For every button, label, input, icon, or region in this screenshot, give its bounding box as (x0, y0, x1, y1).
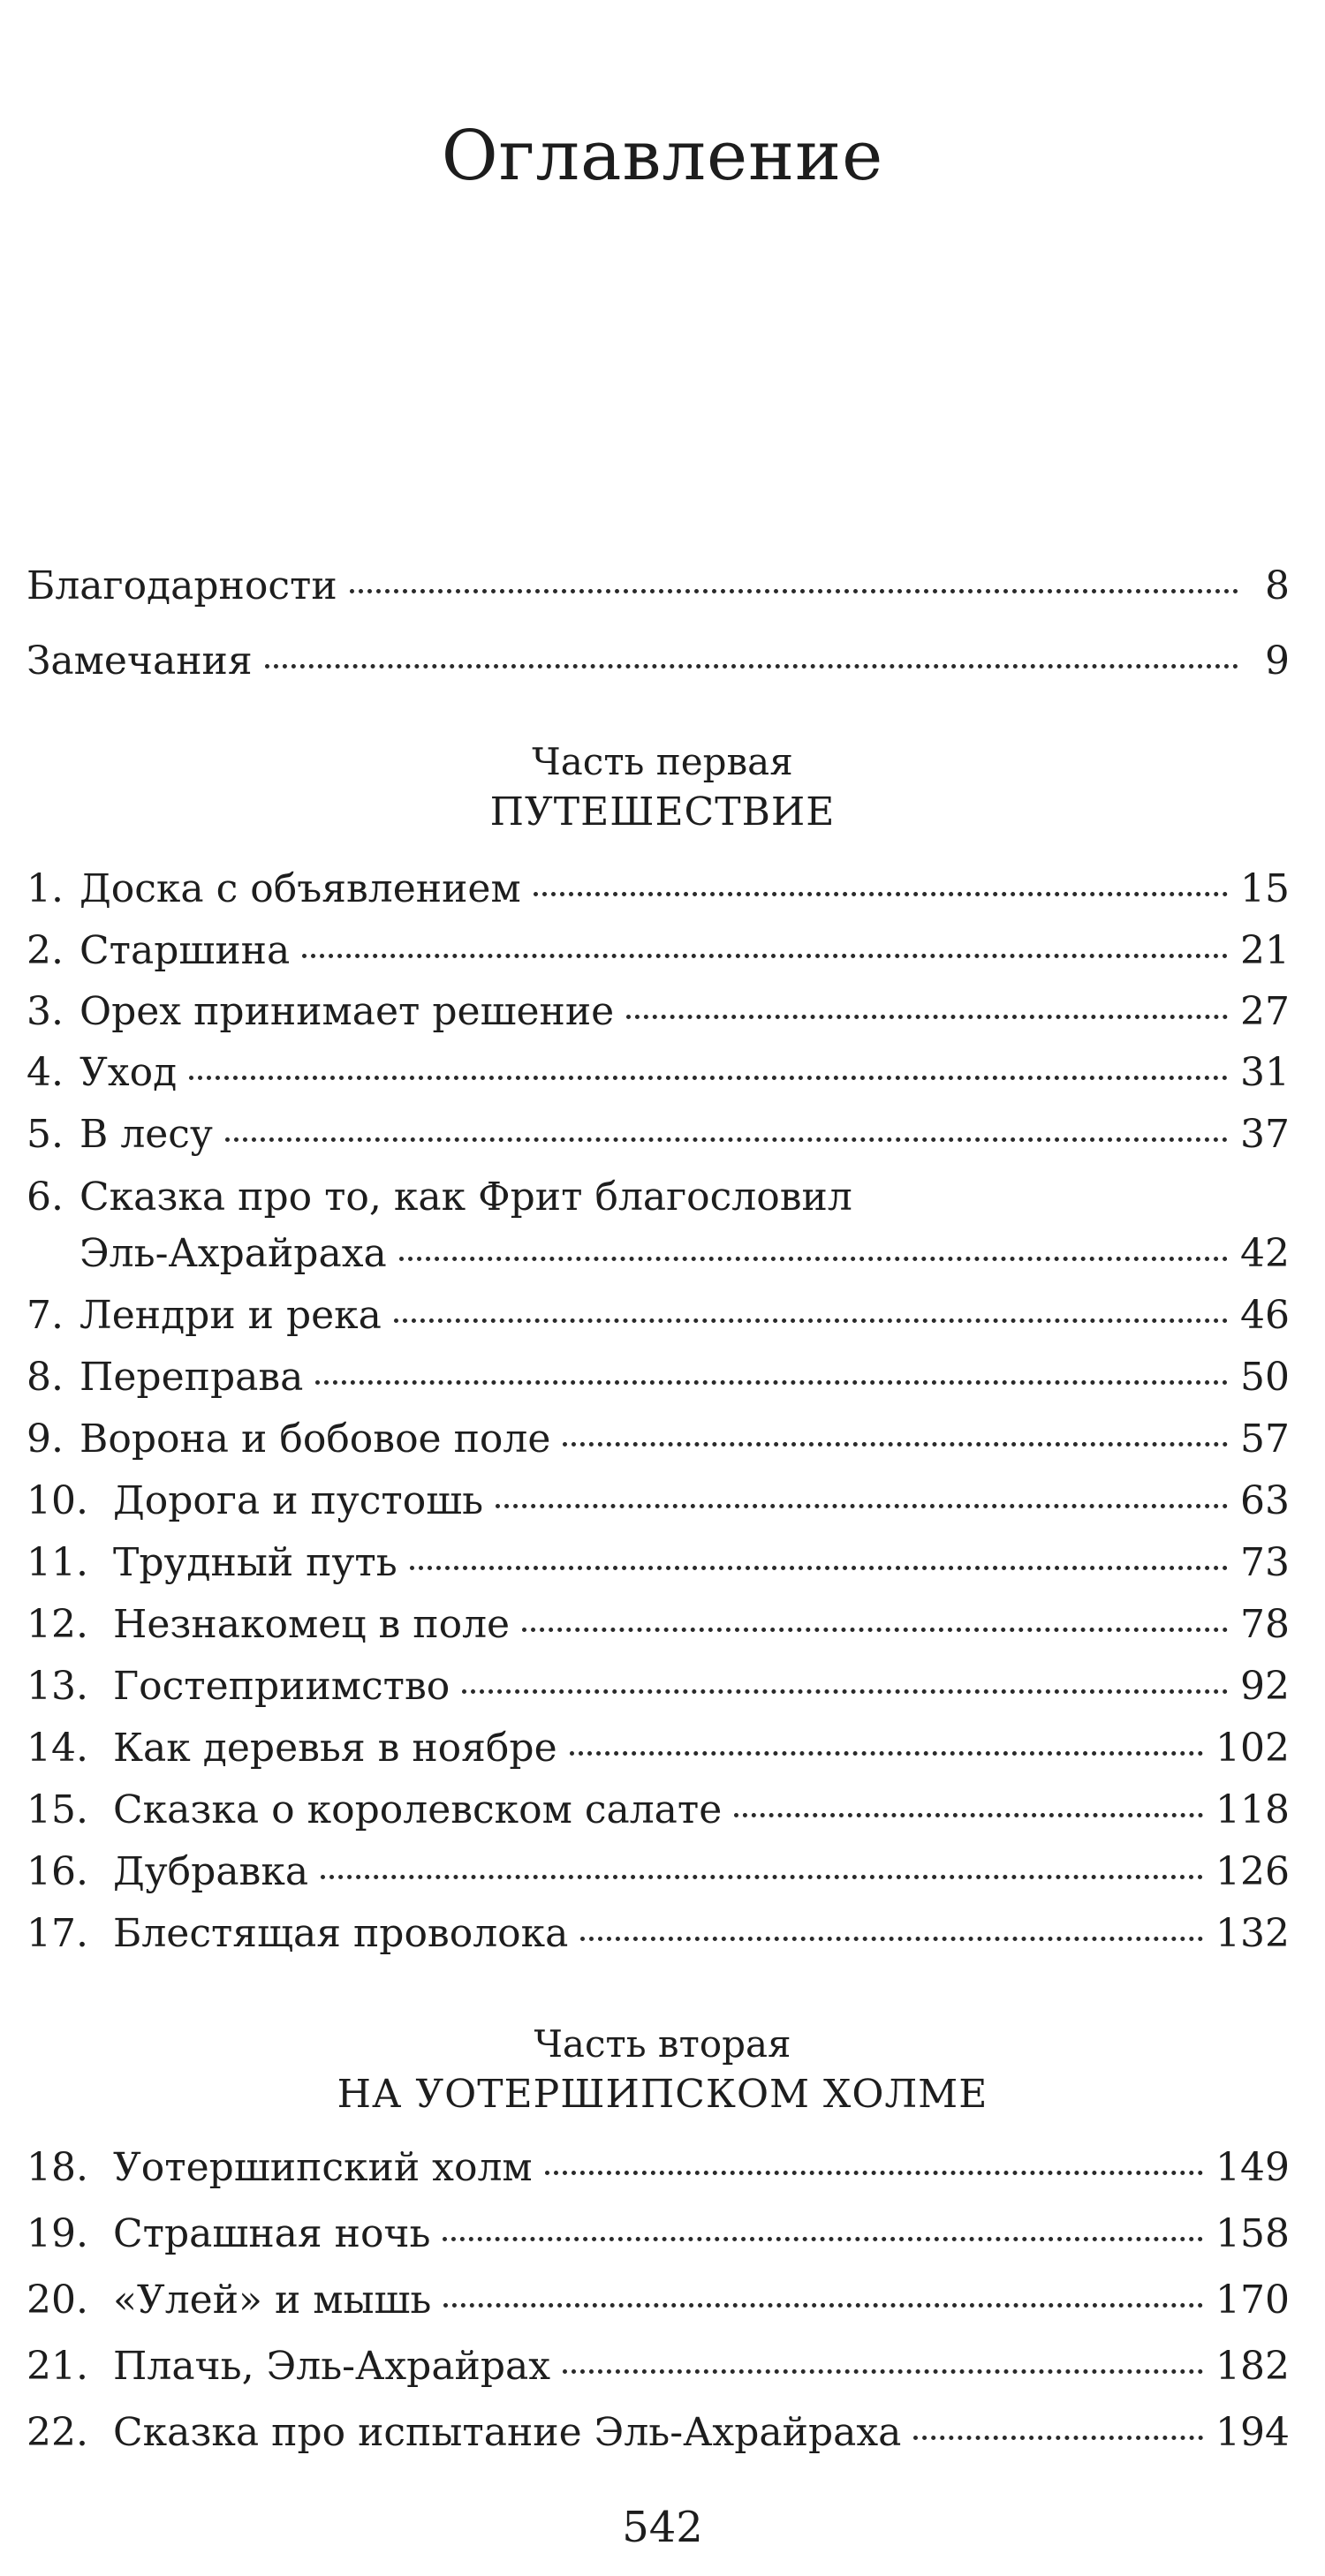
dot-leader (522, 1628, 1228, 1632)
entry-page: 73 (1240, 1540, 1290, 1585)
entry-number: 13. (26, 1664, 88, 1709)
entry-number: 5. (26, 1112, 64, 1157)
toc-entry-chapter-10[interactable] (26, 1478, 1290, 1523)
dot-leader (580, 1937, 1203, 1941)
entry-label: «Улей» и мышь (113, 2278, 432, 2323)
entry-page: 37 (1240, 1112, 1290, 1157)
toc-entry-chapter-14[interactable] (26, 1726, 1290, 1771)
entry-number: 1. (26, 866, 64, 911)
entry-label-continued: Эль-Ахрайраха (80, 1231, 387, 1276)
entry-number: 9. (26, 1416, 64, 1462)
dot-leader (570, 1751, 1203, 1756)
part-one-title: ПУТЕШЕСТВИЕ (489, 789, 836, 835)
part-two-title: НА УОТЕРШИПСКОМ ХОЛМЕ (337, 2072, 988, 2117)
entry-page: 31 (1240, 1050, 1290, 1095)
toc-entry-chapter-21[interactable] (26, 2344, 1290, 2389)
toc-entry-chapter-6-line1[interactable] (26, 1175, 852, 1220)
entry-number: 20. (26, 2278, 88, 2323)
entry-label: Дубравка (113, 1849, 309, 1894)
entry-label: Сказка про то, как Фрит благословил (80, 1175, 852, 1220)
entry-number: 22. (26, 2410, 88, 2455)
entry-page: 46 (1240, 1293, 1290, 1338)
entry-page: 78 (1240, 1602, 1290, 1647)
dot-leader (563, 1442, 1228, 1447)
entry-number: 16. (26, 1849, 88, 1894)
dot-leader (626, 1015, 1228, 1019)
dot-leader (563, 2369, 1203, 2374)
dot-leader (302, 954, 1228, 958)
entry-page: 158 (1215, 2211, 1290, 2256)
dot-leader (545, 2171, 1203, 2175)
part-one-subtitle: Часть первая (532, 740, 793, 783)
toc-entry-chapter-8[interactable] (26, 1355, 1290, 1400)
entry-label: Уход (80, 1050, 178, 1095)
entry-number: 15. (26, 1787, 88, 1832)
entry-label: Гостеприимство (113, 1664, 450, 1709)
toc-entry-chapter-12[interactable] (26, 1602, 1290, 1647)
entry-label: Переправа (80, 1355, 304, 1400)
entry-label: Старшина (80, 928, 291, 973)
entry-label: Благодарности (26, 563, 337, 608)
toc-entry-chapter-13[interactable] (26, 1664, 1290, 1709)
toc-entry-chapter-20[interactable] (26, 2278, 1290, 2323)
entry-page: 9 (1265, 638, 1290, 684)
entry-page: 132 (1215, 1911, 1290, 1956)
dot-leader (496, 1504, 1228, 1508)
entry-page: 92 (1240, 1664, 1290, 1709)
dot-leader (913, 2436, 1203, 2440)
dot-leader (394, 1318, 1228, 1323)
toc-entry-chapter-18[interactable] (26, 2145, 1290, 2190)
entry-page: 126 (1215, 1849, 1290, 1894)
dot-leader (350, 589, 1238, 593)
entry-page: 194 (1215, 2410, 1290, 2455)
toc-entry-chapter-15[interactable] (26, 1787, 1290, 1832)
entry-number: 2. (26, 928, 64, 973)
toc-entry-remarks[interactable] (26, 638, 1290, 684)
entry-label: Незнакомец в поле (113, 1602, 511, 1647)
dot-leader (443, 2303, 1203, 2308)
entry-label: Уотершипский холм (113, 2145, 533, 2190)
dot-leader (225, 1137, 1228, 1142)
toc-entry-chapter-6[interactable] (26, 1231, 1290, 1276)
entry-page: 102 (1215, 1726, 1290, 1771)
toc-entry-chapter-16[interactable] (26, 1849, 1290, 1894)
entry-number: 19. (26, 2211, 88, 2256)
entry-page: 63 (1240, 1478, 1290, 1523)
entry-number: 12. (26, 1602, 88, 1647)
entry-label: Ворона и бобовое поле (80, 1416, 551, 1462)
entry-label: Лендри и река (80, 1293, 382, 1338)
entry-label: Орех принимает решение (80, 989, 615, 1034)
entry-label: Плачь, Эль-Ахрайрах (113, 2344, 551, 2389)
entry-page: 8 (1265, 563, 1290, 608)
entry-number: 8. (26, 1355, 64, 1400)
toc-entry-chapter-3[interactable] (26, 989, 1290, 1034)
toc-entry-chapter-7[interactable] (26, 1293, 1290, 1338)
entry-page: 170 (1215, 2278, 1290, 2323)
entry-number: 6. (26, 1175, 64, 1220)
dot-leader (321, 1875, 1203, 1879)
part-two-subtitle: Часть вторая (534, 2022, 791, 2066)
dot-leader (534, 892, 1228, 896)
entry-label: Блестящая проволока (113, 1911, 569, 1956)
dot-leader (265, 664, 1238, 669)
toc-entry-chapter-2[interactable] (26, 928, 1290, 973)
entry-page: 57 (1240, 1416, 1290, 1462)
entry-page: 15 (1240, 866, 1290, 911)
entry-page: 21 (1240, 928, 1290, 973)
entry-page: 118 (1215, 1787, 1290, 1832)
entry-number: 10. (26, 1478, 88, 1523)
entry-label: Страшная ночь (113, 2211, 431, 2256)
entry-number: 14. (26, 1726, 88, 1771)
entry-number: 4. (26, 1050, 64, 1095)
toc-entry-chapter-22[interactable] (26, 2410, 1290, 2455)
entry-label: Сказка про испытание Эль-Ахрайраха (113, 2410, 902, 2455)
toc-entry-chapter-17[interactable] (26, 1911, 1290, 1956)
entry-number: 7. (26, 1293, 64, 1338)
page-title: Оглавление (441, 117, 884, 196)
toc-entry-chapter-4[interactable] (26, 1050, 1290, 1095)
entry-page: 42 (1240, 1231, 1290, 1276)
entry-page: 50 (1240, 1355, 1290, 1400)
dot-leader (410, 1566, 1228, 1570)
entry-label: Трудный путь (113, 1540, 398, 1585)
toc-entry-chapter-19[interactable] (26, 2211, 1290, 2256)
entry-number: 3. (26, 989, 64, 1034)
toc-entry-chapter-9[interactable] (26, 1416, 1290, 1462)
dot-leader (443, 2237, 1203, 2241)
entry-label: Замечания (26, 638, 253, 684)
dot-leader (399, 1257, 1228, 1261)
entry-label: Сказка о королевском салате (113, 1787, 723, 1832)
entry-label: Как деревья в ноябре (113, 1726, 557, 1771)
entry-page: 149 (1215, 2145, 1290, 2190)
page-number: 542 (622, 2503, 703, 2552)
toc-entry-acknowledgements[interactable] (26, 563, 1290, 608)
toc-entry-chapter-11[interactable] (26, 1540, 1290, 1585)
entry-number: 21. (26, 2344, 88, 2389)
entry-label: Доска с объявлением (80, 866, 521, 911)
dot-leader (462, 1689, 1228, 1694)
dot-leader (315, 1380, 1228, 1385)
entry-label: В лесу (80, 1112, 213, 1157)
toc-entry-chapter-5[interactable] (26, 1112, 1290, 1157)
entry-page: 27 (1240, 989, 1290, 1034)
entry-page: 182 (1215, 2344, 1290, 2389)
toc-entry-chapter-1[interactable] (26, 866, 1290, 911)
entry-number: 17. (26, 1911, 88, 1956)
entry-label: Дорога и пустошь (113, 1478, 484, 1523)
entry-number: 11. (26, 1540, 88, 1585)
dot-leader (734, 1813, 1203, 1817)
entry-number: 18. (26, 2145, 88, 2190)
dot-leader (189, 1076, 1228, 1080)
